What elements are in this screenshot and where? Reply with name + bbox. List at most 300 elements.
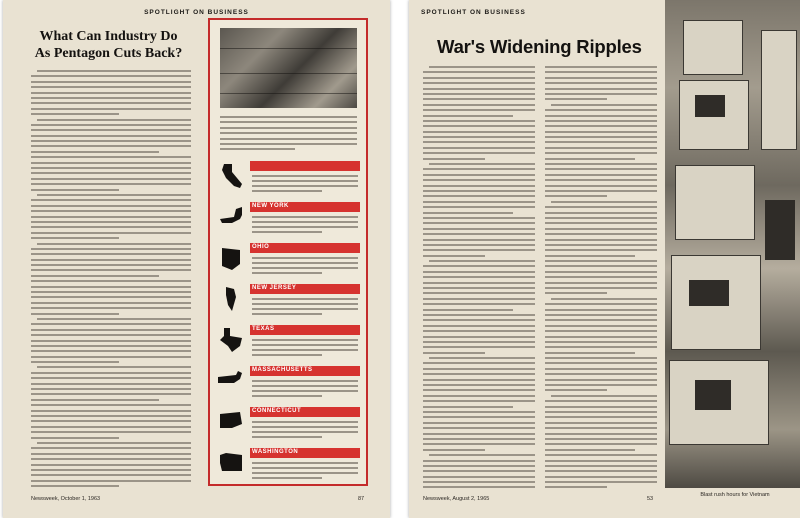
text-line <box>545 406 657 408</box>
text-line <box>423 330 535 332</box>
text-line <box>252 308 358 310</box>
text-line <box>545 389 607 391</box>
state-name: TEXAS <box>252 326 275 332</box>
text-line <box>31 86 191 88</box>
text-line <box>31 431 191 433</box>
text-line <box>423 71 535 73</box>
text-line <box>423 292 535 294</box>
text-line <box>429 357 535 359</box>
state-name: NEW YORK <box>252 203 289 209</box>
text-line <box>31 248 191 250</box>
text-line <box>423 93 535 95</box>
text-line <box>545 346 657 348</box>
text-line <box>31 453 191 455</box>
text-line <box>252 354 322 356</box>
text-line <box>423 465 535 467</box>
text-line <box>423 98 535 100</box>
text-line <box>423 486 535 488</box>
text-line <box>220 121 357 123</box>
text-line <box>252 385 358 387</box>
text-line <box>31 178 191 180</box>
text-line <box>31 172 191 174</box>
text-line <box>545 470 657 472</box>
text-line <box>252 431 358 433</box>
text-line <box>423 309 513 311</box>
text-line <box>423 104 535 106</box>
text-line <box>551 104 657 106</box>
text-line <box>31 399 159 401</box>
text-line <box>252 185 358 187</box>
state-name: NEW JERSEY <box>252 285 297 291</box>
text-line <box>31 226 191 228</box>
text-line <box>31 480 191 482</box>
text-line <box>545 265 657 267</box>
text-line <box>252 472 358 474</box>
text-line <box>31 167 191 169</box>
text-line <box>423 470 535 472</box>
text-line <box>423 287 535 289</box>
text-line <box>545 131 657 133</box>
left-headline: What Can Industry Do As Pentagon Cuts Back? <box>34 29 183 61</box>
text-line <box>423 314 535 316</box>
text-line <box>423 271 535 273</box>
text-line <box>31 108 191 110</box>
text-line <box>545 271 657 273</box>
washington-state-icon <box>218 451 244 475</box>
text-line <box>545 292 607 294</box>
text-line <box>423 212 513 214</box>
text-line <box>545 195 607 197</box>
text-line <box>545 282 657 284</box>
text-line <box>545 163 657 165</box>
text-line <box>423 336 535 338</box>
text-line <box>31 474 191 476</box>
text-line <box>423 185 535 187</box>
text-line <box>423 233 535 235</box>
state-entry <box>216 363 364 403</box>
text-line <box>252 390 358 392</box>
text-line <box>220 143 357 145</box>
text-line <box>252 462 358 464</box>
text-line <box>252 180 358 182</box>
text-line <box>545 314 657 316</box>
text-line <box>31 307 191 309</box>
text-line <box>545 82 657 84</box>
text-line <box>551 298 657 300</box>
photo-caption: Blast rush hours for Vietnam <box>700 492 770 498</box>
state-name: MASSACHUSETTS <box>252 367 313 373</box>
text-line <box>545 141 657 143</box>
connecticut-state-icon <box>218 410 244 434</box>
text-line <box>31 205 191 207</box>
text-line <box>545 303 657 305</box>
text-line <box>423 195 535 197</box>
text-line <box>220 148 295 150</box>
text-line <box>31 469 191 471</box>
text-line <box>31 372 191 374</box>
massachusetts-state-icon <box>218 369 244 393</box>
text-line <box>423 125 535 127</box>
text-line <box>423 174 535 176</box>
right-page <box>409 0 800 518</box>
text-line <box>220 132 357 134</box>
state-name: WASHINGTON <box>252 449 299 455</box>
state-entry <box>216 322 364 362</box>
state-entry <box>216 281 364 321</box>
newyork-state-icon <box>218 205 244 229</box>
text-line <box>429 260 535 262</box>
text-line <box>37 70 191 72</box>
text-line <box>423 298 535 300</box>
text-line <box>423 400 535 402</box>
state-entry <box>216 404 364 444</box>
text-line <box>252 380 358 382</box>
text-line <box>31 404 191 406</box>
text-line <box>423 362 535 364</box>
text-line <box>423 449 485 451</box>
text-line <box>545 460 657 462</box>
text-line <box>31 145 191 147</box>
text-line <box>31 437 119 439</box>
text-line <box>252 467 358 469</box>
vehicles-photo <box>665 0 800 488</box>
text-line <box>31 210 191 212</box>
text-line <box>545 443 657 445</box>
text-line <box>545 287 657 289</box>
text-line <box>252 349 358 351</box>
text-line <box>423 190 535 192</box>
text-line <box>252 298 358 300</box>
text-line <box>423 265 535 267</box>
text-line <box>37 366 191 368</box>
text-line <box>545 125 657 127</box>
texas-state-icon <box>218 328 244 352</box>
text-line <box>252 175 358 177</box>
text-line <box>423 228 535 230</box>
text-line <box>31 216 191 218</box>
text-line <box>252 221 358 223</box>
text-line <box>423 319 535 321</box>
text-line <box>423 276 535 278</box>
text-line <box>252 226 358 228</box>
text-line <box>423 481 535 483</box>
text-line <box>545 179 657 181</box>
text-line <box>545 427 657 429</box>
text-line <box>423 136 535 138</box>
state-sidebar <box>208 18 368 486</box>
text-line <box>545 206 657 208</box>
text-line <box>545 174 657 176</box>
text-line <box>31 232 191 234</box>
text-line <box>545 244 657 246</box>
text-line <box>545 416 657 418</box>
text-line <box>423 206 535 208</box>
text-line <box>423 476 535 478</box>
state-entry <box>216 445 364 485</box>
text-line <box>31 221 191 223</box>
text-line <box>429 163 535 165</box>
left-body-text <box>31 70 191 490</box>
text-line <box>37 194 191 196</box>
right-body-column-2 <box>545 66 657 494</box>
text-line <box>31 156 191 158</box>
text-line <box>423 416 535 418</box>
text-line <box>252 426 358 428</box>
ohio-state-icon <box>218 246 244 270</box>
text-line <box>31 464 191 466</box>
text-line <box>423 379 535 381</box>
text-line <box>545 228 657 230</box>
text-line <box>31 113 119 115</box>
text-line <box>545 168 657 170</box>
state-name: OHIO <box>252 244 270 250</box>
text-line <box>31 361 119 363</box>
text-line <box>31 275 159 277</box>
text-line <box>252 339 358 341</box>
text-line <box>31 124 191 126</box>
text-line <box>545 222 657 224</box>
text-line <box>423 120 535 122</box>
text-line <box>252 436 322 438</box>
sidebar-intro-text <box>220 116 357 152</box>
text-line <box>31 485 119 487</box>
text-line <box>31 280 191 282</box>
text-line <box>220 127 357 129</box>
text-line <box>423 255 485 257</box>
text-line <box>31 296 191 298</box>
text-line <box>31 323 191 325</box>
california-state-icon <box>218 164 244 188</box>
text-line <box>31 162 191 164</box>
state-name-bar <box>250 161 360 171</box>
text-line <box>545 357 657 359</box>
text-line <box>545 136 657 138</box>
text-line <box>31 458 191 460</box>
text-line <box>545 330 657 332</box>
text-line <box>423 82 535 84</box>
text-line <box>545 88 657 90</box>
left-footer-dateline: Newsweek, October 1, 1963 <box>31 496 101 502</box>
text-line <box>220 116 357 118</box>
text-line <box>423 389 535 391</box>
text-line <box>545 120 657 122</box>
text-line <box>545 115 657 117</box>
text-line <box>545 249 657 251</box>
text-line <box>545 465 657 467</box>
text-line <box>31 334 191 336</box>
text-line <box>423 77 535 79</box>
text-line <box>423 282 535 284</box>
state-entry <box>216 158 364 198</box>
text-line <box>37 442 191 444</box>
text-line <box>423 443 535 445</box>
text-line <box>31 377 191 379</box>
text-line <box>423 168 535 170</box>
text-line <box>423 201 535 203</box>
text-line <box>31 426 191 428</box>
text-line <box>31 81 191 83</box>
text-line <box>31 97 191 99</box>
text-line <box>545 212 657 214</box>
text-line <box>423 411 535 413</box>
newjersey-state-icon <box>218 287 244 311</box>
text-line <box>545 481 657 483</box>
text-line <box>252 257 358 259</box>
text-line <box>545 476 657 478</box>
text-line <box>545 217 657 219</box>
text-line <box>423 438 535 440</box>
text-line <box>31 189 119 191</box>
text-line <box>252 344 358 346</box>
text-line <box>551 395 657 397</box>
left-running-head: SPOTLIGHT ON BUSINESS <box>144 9 249 16</box>
text-line <box>423 395 535 397</box>
text-line <box>252 395 322 397</box>
text-line <box>545 77 657 79</box>
text-line <box>220 138 357 140</box>
text-line <box>545 71 657 73</box>
text-line <box>545 147 657 149</box>
text-line <box>545 362 657 364</box>
text-line <box>545 233 657 235</box>
text-line <box>423 141 535 143</box>
text-line <box>37 119 191 121</box>
text-line <box>423 406 513 408</box>
text-line <box>545 373 657 375</box>
text-line <box>423 325 535 327</box>
left-page <box>3 0 390 518</box>
text-line <box>429 66 535 68</box>
text-line <box>31 237 119 239</box>
text-line <box>423 152 535 154</box>
text-line <box>31 102 191 104</box>
text-line <box>545 400 657 402</box>
text-line <box>31 269 191 271</box>
text-line <box>423 88 535 90</box>
text-line <box>545 368 657 370</box>
text-line <box>545 190 657 192</box>
text-line <box>545 438 657 440</box>
text-line <box>545 276 657 278</box>
text-line <box>545 152 657 154</box>
text-line <box>31 135 191 137</box>
text-line <box>423 217 535 219</box>
text-line <box>252 477 322 479</box>
text-line <box>31 286 191 288</box>
text-line <box>545 319 657 321</box>
text-line <box>31 253 191 255</box>
text-line <box>423 352 485 354</box>
text-line <box>31 151 159 153</box>
text-line <box>545 422 657 424</box>
text-line <box>31 393 191 395</box>
text-line <box>545 336 657 338</box>
right-headline: War's Widening Ripples <box>437 36 642 57</box>
text-line <box>545 239 657 241</box>
text-line <box>252 190 322 192</box>
text-line <box>31 264 191 266</box>
text-line <box>31 350 191 352</box>
text-line <box>545 411 657 413</box>
text-line <box>31 356 191 358</box>
text-line <box>423 158 485 160</box>
text-line <box>545 454 657 456</box>
text-line <box>252 231 322 233</box>
text-line <box>37 243 191 245</box>
text-line <box>423 433 535 435</box>
text-line <box>545 449 635 451</box>
text-line <box>423 244 535 246</box>
text-line <box>545 158 635 160</box>
text-line <box>423 131 535 133</box>
text-line <box>429 454 535 456</box>
text-line <box>551 201 657 203</box>
text-line <box>31 259 191 261</box>
text-line <box>545 109 657 111</box>
text-line <box>423 422 535 424</box>
text-line <box>31 291 191 293</box>
text-line <box>252 267 358 269</box>
text-line <box>31 415 191 417</box>
text-line <box>423 427 535 429</box>
text-line <box>545 185 657 187</box>
text-line <box>31 345 191 347</box>
text-line <box>545 260 657 262</box>
text-line <box>545 341 657 343</box>
right-page-number: 53 <box>647 496 654 502</box>
text-line <box>423 368 535 370</box>
text-line <box>31 329 191 331</box>
right-running-head: SPOTLIGHT ON BUSINESS <box>421 9 526 16</box>
text-line <box>423 109 535 111</box>
text-line <box>31 383 191 385</box>
text-line <box>252 272 322 274</box>
text-line <box>423 373 535 375</box>
text-line <box>545 433 657 435</box>
text-line <box>545 384 657 386</box>
text-line <box>252 303 358 305</box>
text-line <box>31 129 191 131</box>
text-line <box>31 420 191 422</box>
text-line <box>31 199 191 201</box>
text-line <box>423 384 535 386</box>
right-body-column-1 <box>423 66 535 494</box>
text-line <box>31 388 191 390</box>
text-line <box>545 66 657 68</box>
state-entry <box>216 240 364 280</box>
left-page-number: 87 <box>358 496 365 502</box>
text-line <box>545 486 607 488</box>
text-line <box>545 325 657 327</box>
state-entry <box>216 199 364 239</box>
text-line <box>31 340 191 342</box>
text-line <box>423 222 535 224</box>
text-line <box>423 460 535 462</box>
text-line <box>252 216 358 218</box>
text-line <box>423 147 535 149</box>
text-line <box>31 140 191 142</box>
text-line <box>423 303 535 305</box>
text-line <box>252 313 322 315</box>
text-line <box>31 302 191 304</box>
text-line <box>252 262 358 264</box>
text-line <box>423 179 535 181</box>
right-footer-dateline: Newsweek, August 2, 1965 <box>423 496 490 502</box>
text-line <box>545 93 657 95</box>
text-line <box>31 410 191 412</box>
text-line <box>545 352 635 354</box>
state-name: CONNECTICUT <box>252 408 302 414</box>
